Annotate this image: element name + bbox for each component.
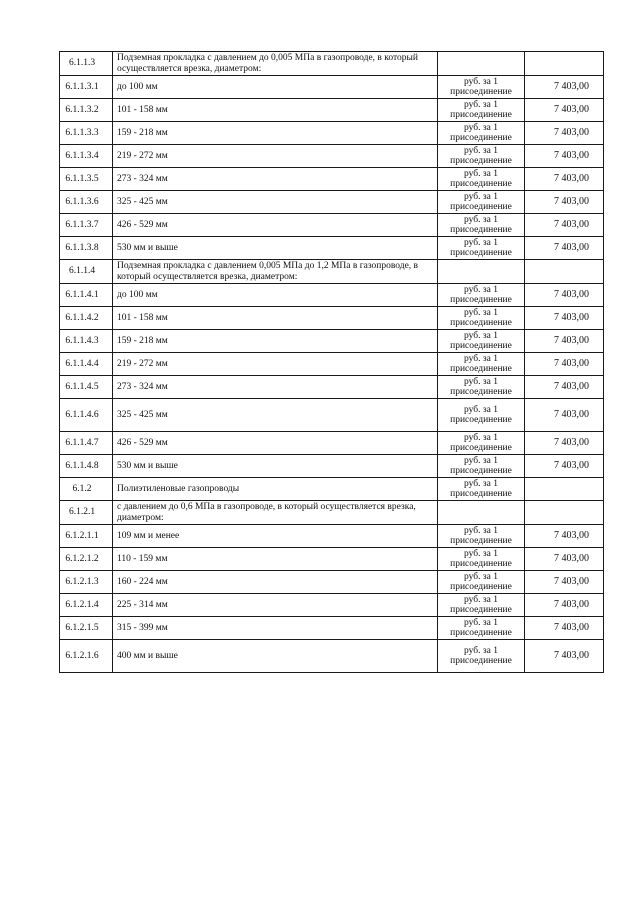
- table-row: [60, 640, 604, 673]
- row-code: 6.1.1.4.8: [60, 455, 113, 478]
- row-description: Подземная прокладка с давлением 0,005 МПа до 1,2 МПа в газопроводе, в который осуществляется врезка, диаметром:: [113, 260, 438, 284]
- row-unit: [438, 191, 525, 214]
- table-row: [60, 330, 604, 353]
- row-description: 530 мм и выше: [113, 455, 438, 478]
- row-code: 6.1.1.3: [60, 52, 113, 76]
- row-price: 7 403,00: [525, 455, 604, 478]
- row-unit: [438, 237, 525, 260]
- row-unit-line-2: присоединение: [450, 489, 512, 499]
- row-description: 273 - 324 мм: [113, 168, 438, 191]
- table-row: [60, 76, 604, 99]
- table-row: [60, 399, 604, 432]
- row-description: 219 - 272 мм: [113, 145, 438, 168]
- row-unit-line-2: присоединение: [450, 248, 512, 258]
- row-unit-line-1: руб. за 1: [464, 479, 498, 489]
- row-unit-line-2: присоединение: [450, 318, 512, 328]
- table-row: [60, 168, 604, 191]
- row-code: 6.1.1.4.1: [60, 284, 113, 307]
- row-code: 6.1.1.4.3: [60, 330, 113, 353]
- row-unit: [438, 307, 525, 330]
- row-code: 6.1.1.3.8: [60, 237, 113, 260]
- row-description: до 100 мм: [113, 284, 438, 307]
- row-code: 6.1.1.4.6: [60, 399, 113, 432]
- row-unit: [438, 168, 525, 191]
- row-unit-line-2: присоединение: [450, 466, 512, 476]
- table-row: [60, 122, 604, 145]
- table-row: [60, 145, 604, 168]
- row-unit: [438, 260, 525, 284]
- row-price: 7 403,00: [525, 307, 604, 330]
- row-code: 6.1.1.4.5: [60, 376, 113, 399]
- row-unit: [438, 571, 525, 594]
- row-price: 7 403,00: [525, 191, 604, 214]
- row-description: с давлением до 0,6 МПа в газопроводе, в который осуществляется врезка, диаметром:: [113, 501, 438, 525]
- row-unit-line-2: присоединение: [450, 628, 512, 638]
- row-unit: [438, 330, 525, 353]
- table-row: [60, 617, 604, 640]
- row-price: 7 403,00: [525, 214, 604, 237]
- row-description: 273 - 324 мм: [113, 376, 438, 399]
- row-unit-line-1: руб. за 1: [464, 169, 498, 179]
- row-unit-line-2: присоединение: [450, 536, 512, 546]
- row-unit: [438, 432, 525, 455]
- row-code: 6.1.2.1.2: [60, 548, 113, 571]
- row-price: 7 403,00: [525, 330, 604, 353]
- row-unit-line-2: присоединение: [450, 110, 512, 120]
- row-price: 7 403,00: [525, 237, 604, 260]
- row-price: [525, 260, 604, 284]
- table-row: [60, 191, 604, 214]
- row-unit: [438, 455, 525, 478]
- row-price: 7 403,00: [525, 376, 604, 399]
- row-code: 6.1.2.1.5: [60, 617, 113, 640]
- row-unit-line-2: присоединение: [450, 179, 512, 189]
- row-unit-line-2: присоединение: [450, 133, 512, 143]
- row-code: 6.1.2.1.4: [60, 594, 113, 617]
- row-price: 7 403,00: [525, 353, 604, 376]
- row-description: 159 - 218 мм: [113, 330, 438, 353]
- row-unit-line-1: руб. за 1: [464, 331, 498, 341]
- row-unit-line-2: присоединение: [450, 656, 512, 666]
- row-description: 325 - 425 мм: [113, 191, 438, 214]
- row-code: 6.1.1.4.4: [60, 353, 113, 376]
- row-code: 6.1.1.4.7: [60, 432, 113, 455]
- table-row: [60, 307, 604, 330]
- row-price: 7 403,00: [525, 99, 604, 122]
- row-price: 7 403,00: [525, 525, 604, 548]
- table-row: [60, 237, 604, 260]
- row-unit: [438, 399, 525, 432]
- row-unit-line-1: руб. за 1: [464, 100, 498, 110]
- table-row: [60, 284, 604, 307]
- row-unit: [438, 99, 525, 122]
- row-price: 7 403,00: [525, 168, 604, 191]
- row-description: 315 - 399 мм: [113, 617, 438, 640]
- table-row: [60, 455, 604, 478]
- row-price: [525, 501, 604, 525]
- row-price: [525, 52, 604, 76]
- row-code: 6.1.1.3.3: [60, 122, 113, 145]
- row-code: 6.1.1.3.5: [60, 168, 113, 191]
- row-unit-line-1: руб. за 1: [464, 308, 498, 318]
- row-unit-line-2: присоединение: [450, 295, 512, 305]
- table-row: [60, 571, 604, 594]
- row-price: 7 403,00: [525, 548, 604, 571]
- table-row: [60, 594, 604, 617]
- row-code: 6.1.1.3.1: [60, 76, 113, 99]
- row-unit: [438, 52, 525, 76]
- row-unit: [438, 594, 525, 617]
- row-unit-line-2: присоединение: [450, 202, 512, 212]
- row-price: 7 403,00: [525, 76, 604, 99]
- row-description: 101 - 158 мм: [113, 307, 438, 330]
- row-description: Подземная прокладка с давлением до 0,005 МПа в газопроводе, в который осуществляется врезка, диаметром:: [113, 52, 438, 76]
- row-code: 6.1.1.4: [60, 260, 113, 284]
- row-code: 6.1.2: [60, 478, 113, 501]
- row-unit-line-1: руб. за 1: [464, 456, 498, 466]
- table-row: [60, 376, 604, 399]
- row-unit-line-1: руб. за 1: [464, 526, 498, 536]
- row-unit: [438, 478, 525, 501]
- row-unit-line-1: руб. за 1: [464, 146, 498, 156]
- row-description: 109 мм и менее: [113, 525, 438, 548]
- row-unit-line-1: руб. за 1: [464, 192, 498, 202]
- row-unit-line-2: присоединение: [450, 387, 512, 397]
- row-code: 6.1.2.1.1: [60, 525, 113, 548]
- row-description: 225 - 314 мм: [113, 594, 438, 617]
- row-unit-line-2: присоединение: [450, 87, 512, 97]
- table-row: [60, 99, 604, 122]
- table-row: [60, 260, 604, 284]
- row-unit-line-2: присоединение: [450, 225, 512, 235]
- row-description: 160 - 224 мм: [113, 571, 438, 594]
- table-row: [60, 214, 604, 237]
- row-description: 110 - 159 мм: [113, 548, 438, 571]
- row-code: 6.1.1.3.2: [60, 99, 113, 122]
- row-unit: [438, 501, 525, 525]
- table-row: [60, 432, 604, 455]
- row-price: 7 403,00: [525, 145, 604, 168]
- row-code: 6.1.2.1.3: [60, 571, 113, 594]
- row-unit: [438, 122, 525, 145]
- row-unit-line-1: руб. за 1: [464, 215, 498, 225]
- table-row: [60, 525, 604, 548]
- row-unit-line-1: руб. за 1: [464, 354, 498, 364]
- table-row: [60, 353, 604, 376]
- row-price: 7 403,00: [525, 640, 604, 673]
- row-price: 7 403,00: [525, 122, 604, 145]
- row-description: 400 мм и выше: [113, 640, 438, 673]
- row-unit-line-1: руб. за 1: [464, 238, 498, 248]
- row-price: 7 403,00: [525, 617, 604, 640]
- row-unit-line-1: руб. за 1: [464, 595, 498, 605]
- row-unit: [438, 617, 525, 640]
- row-unit-line-2: присоединение: [450, 559, 512, 569]
- row-unit-line-2: присоединение: [450, 582, 512, 592]
- row-code: 6.1.2.1: [60, 501, 113, 525]
- tariff-table-body: [60, 52, 604, 673]
- row-unit: [438, 145, 525, 168]
- row-code: 6.1.1.4.2: [60, 307, 113, 330]
- row-unit-line-2: присоединение: [450, 156, 512, 166]
- row-unit: [438, 376, 525, 399]
- table-row: [60, 478, 604, 501]
- row-unit-line-2: присоединение: [450, 605, 512, 615]
- row-unit-line-1: руб. за 1: [464, 405, 498, 415]
- row-unit: [438, 548, 525, 571]
- row-unit: [438, 214, 525, 237]
- row-price: [525, 478, 604, 501]
- row-unit-line-1: руб. за 1: [464, 618, 498, 628]
- row-unit: [438, 353, 525, 376]
- row-unit-line-1: руб. за 1: [464, 377, 498, 387]
- row-unit: [438, 525, 525, 548]
- tariff-table: [59, 51, 604, 673]
- table-row: [60, 52, 604, 76]
- row-description: до 100 мм: [113, 76, 438, 99]
- row-code: 6.1.2.1.6: [60, 640, 113, 673]
- row-description: Полиэтиленовые газопроводы: [113, 478, 438, 501]
- row-code: 6.1.1.3.6: [60, 191, 113, 214]
- row-unit: [438, 284, 525, 307]
- table-row: [60, 501, 604, 525]
- row-description: 325 - 425 мм: [113, 399, 438, 432]
- row-description: 426 - 529 мм: [113, 432, 438, 455]
- row-code: 6.1.1.3.4: [60, 145, 113, 168]
- row-description: 101 - 158 мм: [113, 99, 438, 122]
- row-unit-line-1: руб. за 1: [464, 646, 498, 656]
- row-unit-line-1: руб. за 1: [464, 123, 498, 133]
- table-row: [60, 548, 604, 571]
- row-unit: [438, 76, 525, 99]
- row-unit-line-1: руб. за 1: [464, 549, 498, 559]
- row-unit-line-2: присоединение: [450, 364, 512, 374]
- row-price: 7 403,00: [525, 284, 604, 307]
- row-unit-line-1: руб. за 1: [464, 77, 498, 87]
- row-unit: [438, 640, 525, 673]
- row-code: 6.1.1.3.7: [60, 214, 113, 237]
- row-unit-line-1: руб. за 1: [464, 572, 498, 582]
- row-description: 426 - 529 мм: [113, 214, 438, 237]
- row-description: 219 - 272 мм: [113, 353, 438, 376]
- row-unit-line-1: руб. за 1: [464, 433, 498, 443]
- row-price: 7 403,00: [525, 399, 604, 432]
- row-description: 159 - 218 мм: [113, 122, 438, 145]
- row-unit-line-1: руб. за 1: [464, 285, 498, 295]
- row-price: 7 403,00: [525, 571, 604, 594]
- row-price: 7 403,00: [525, 594, 604, 617]
- row-description: 530 мм и выше: [113, 237, 438, 260]
- row-price: 7 403,00: [525, 432, 604, 455]
- row-unit-line-2: присоединение: [450, 415, 512, 425]
- row-unit-line-2: присоединение: [450, 443, 512, 453]
- row-unit-line-2: присоединение: [450, 341, 512, 351]
